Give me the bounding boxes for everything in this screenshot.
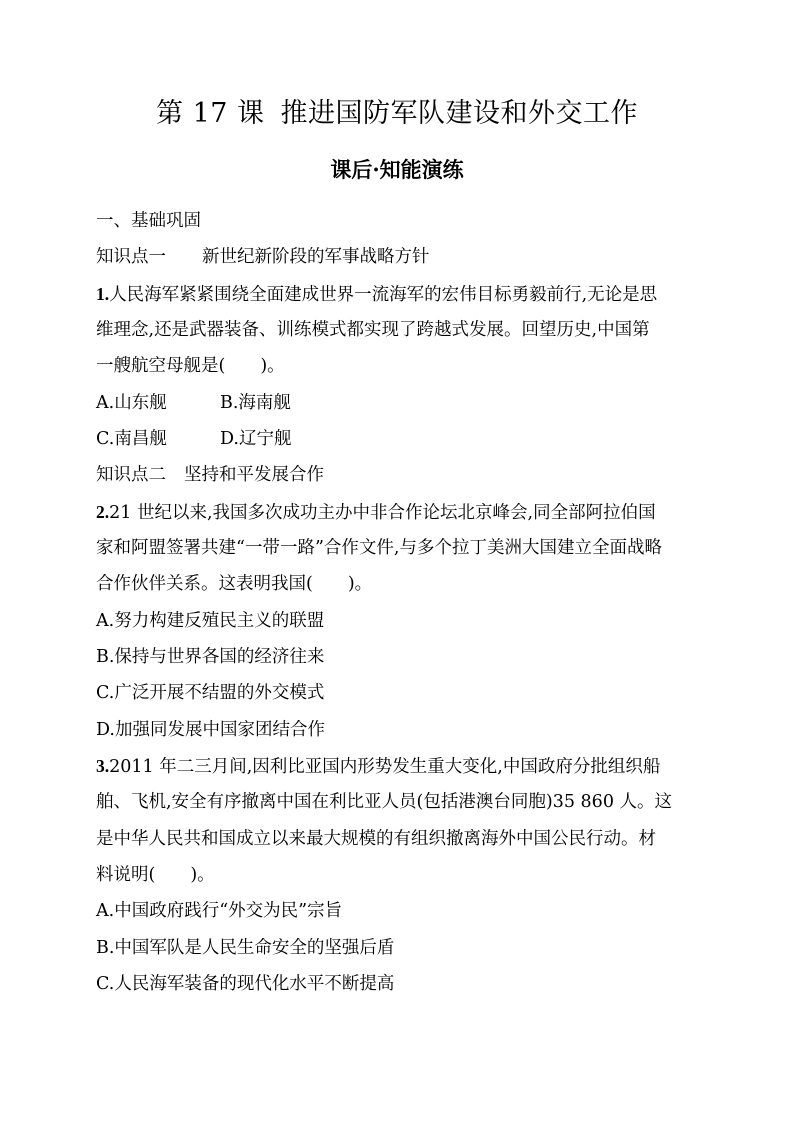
knowledge-point-title: 坚持和平发展合作 xyxy=(184,465,324,485)
question-2-line-2: 家和阿盟签署共建“一带一路”合作文件,与多个拉丁美洲大国建立全面战略 xyxy=(96,538,662,558)
question-1-options-row-1 xyxy=(96,391,716,415)
question-text: 人民海军紧紧围绕全面建成世界一流海军的宏伟目标勇毅前行,无论是思 xyxy=(109,285,658,305)
question-3-option-a: A.中国政府践行“外交为民”宗旨 xyxy=(96,901,343,921)
question-2-line-3: 合作伙伴关系。这表明我国( )。 xyxy=(96,574,373,594)
question-2-line-1 xyxy=(96,500,716,525)
option-b: B.海南舰 xyxy=(220,393,291,413)
question-2-option-b: B.保持与世界各国的经济往来 xyxy=(96,647,325,667)
question-1-line-3: 一艘航空母舰是( )。 xyxy=(96,356,285,376)
question-2-option-c: C.广泛开展不结盟的外交模式 xyxy=(96,683,325,703)
question-1-line-2: 维理念,还是武器装备、训练模式都实现了跨越式发展。回望历史,中国第 xyxy=(96,320,650,340)
question-number: 1. xyxy=(96,284,110,304)
option-a: A.山东舰 xyxy=(96,393,167,413)
page-title xyxy=(0,96,794,132)
option-d: D.辽宁舰 xyxy=(220,429,292,449)
question-number: 3. xyxy=(96,756,110,776)
question-3-line-2: 舶、飞机,安全有序撤离中国在利比亚人员(包括港澳台同胞)35 860 人。这 xyxy=(96,792,673,812)
question-1-options-row-2 xyxy=(96,427,716,451)
question-number: 2. xyxy=(96,502,110,522)
knowledge-point-title: 新世纪新阶段的军事战略方针 xyxy=(202,247,430,267)
question-3-option-b: B.中国军队是人民生命安全的坚强后盾 xyxy=(96,938,395,958)
question-1-line-1 xyxy=(96,282,716,307)
question-3-option-c: C.人民海军装备的现代化水平不断提高 xyxy=(96,974,395,994)
knowledge-point-2 xyxy=(96,463,716,487)
question-2-option-a: A.努力构建反殖民主义的联盟 xyxy=(96,611,325,631)
question-text: 21 世纪以来,我国多次成功主办中非合作论坛北京峰会,同全部阿拉伯国 xyxy=(109,503,656,523)
question-text: 2011 年二三月间,因利比亚国内形势发生重大变化,中国政府分批组织船 xyxy=(109,757,661,777)
knowledge-point-label: 知识点一 xyxy=(96,247,166,267)
question-3-line-3: 是中华人民共和国成立以来最大规模的有组织撤离海外中国公民行动。材 xyxy=(96,829,656,849)
knowledge-point-label: 知识点二 xyxy=(96,465,166,485)
lesson-title: 推进国防军队建设和外交工作 xyxy=(280,98,639,129)
knowledge-point-1 xyxy=(96,245,716,269)
section-title: 一、基础巩固 xyxy=(96,211,201,231)
lesson-number: 第 17 课 xyxy=(155,98,265,129)
option-c: C.南昌舰 xyxy=(96,429,167,449)
question-2-option-d: D.加强同发展中国家团结合作 xyxy=(96,720,325,740)
question-3-line-1 xyxy=(96,754,716,779)
page-subtitle: 课后·知能演练 xyxy=(330,157,464,182)
question-3-line-4: 料说明( )。 xyxy=(96,865,215,885)
